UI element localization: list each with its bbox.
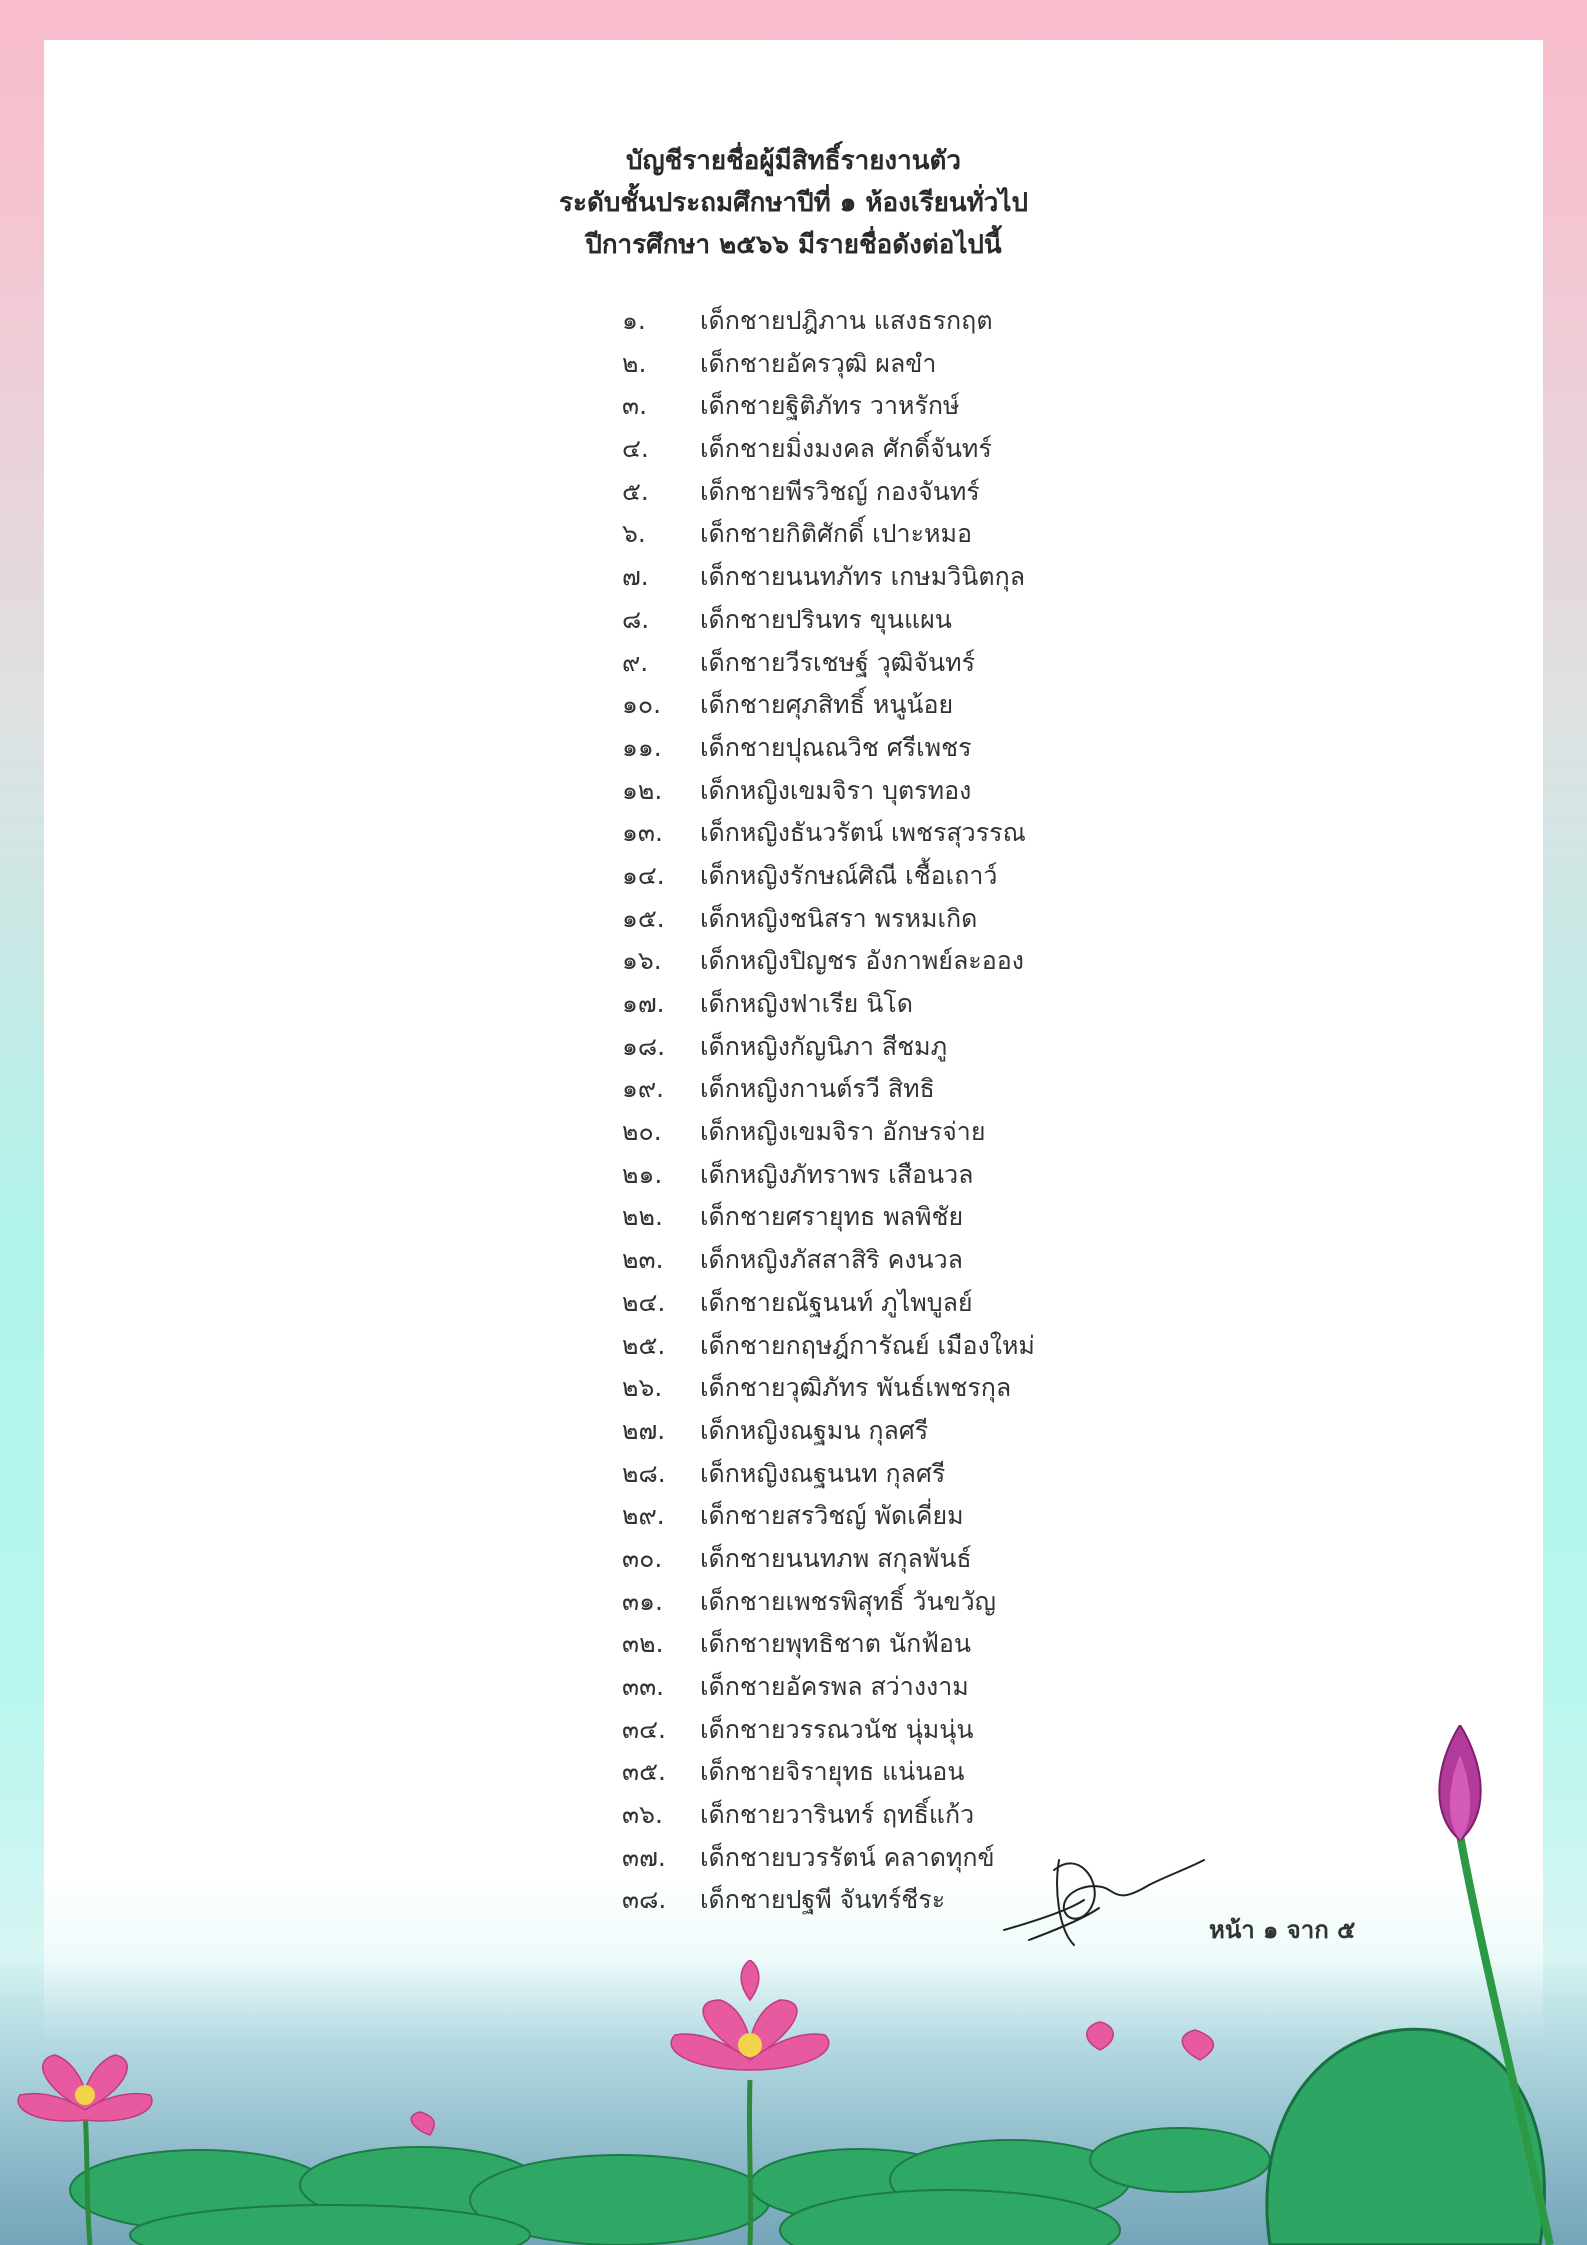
list-item: [622, 1282, 1035, 1325]
list-item-number: ๒๕.: [622, 1330, 666, 1360]
document-title: [44, 140, 1543, 266]
list-item-name: เด็กชายวารินทร์ ฤทธิ์แก้ว: [700, 1800, 975, 1830]
list-item-number: ๑๗.: [622, 989, 665, 1018]
list-item-name: เด็กชายปฐพี จันทร์ชีระ: [700, 1885, 946, 1915]
title-line-1: บัญชีรายชื่อผู้มีสิทธิ์รายงานตัว: [626, 146, 961, 176]
list-item-name: เด็กหญิงฟาเรีย นิโด: [700, 989, 913, 1018]
list-item: [622, 385, 1035, 428]
list-item: [622, 983, 1035, 1026]
list-item-name: เด็กหญิงภัสสาสิริ คงนวล: [700, 1245, 963, 1275]
list-item: [622, 1026, 1035, 1069]
list-item-name: เด็กชายพุทธิชาต นักฟ้อน: [700, 1629, 972, 1659]
list-item-name: เด็กชายศุภสิทธิ์ หนูน้อย: [700, 690, 954, 720]
list-item-number: ๓๒.: [622, 1629, 664, 1659]
list-item-number: ๑๐.: [622, 690, 662, 720]
list-item-number: ๒๗.: [622, 1415, 666, 1445]
list-item-number: ๖.: [622, 519, 646, 549]
list-item-name: เด็กชายสรวิชญ์ พัดเคี่ยม: [700, 1501, 964, 1531]
list-item-name: เด็กชายกิติศักดิ์ เปาะหมอ: [700, 519, 972, 549]
list-item: [622, 642, 1035, 685]
list-item-number: ๓๑.: [622, 1586, 663, 1616]
list-item-number: ๑๑.: [622, 732, 662, 762]
signature-icon: [999, 1830, 1209, 1950]
list-item-name: เด็กชายมิ่งมงคล ศักดิ์จันทร์: [700, 434, 992, 464]
document-page: [44, 40, 1543, 2245]
list-item-name: เด็กชายอัครพล สว่างงาม: [700, 1672, 969, 1701]
list-item-name: เด็กหญิงณฐมน กุลศรี: [700, 1415, 929, 1445]
list-item-name: เด็กหญิงปิญชร อังกาพย์ละออง: [700, 946, 1024, 976]
list-item-name: เด็กชายอัครวุฒิ ผลขำ: [700, 348, 937, 378]
list-item-number: ๕.: [622, 476, 649, 506]
list-item-name: เด็กชายเพชรพิสุทธิ์ วันขวัญ: [700, 1586, 996, 1616]
list-item-name: เด็กชายณัฐนนท์ ภูไพบูลย์: [700, 1287, 973, 1317]
list-item-number: ๓๖.: [622, 1800, 663, 1830]
list-item-name: เด็กหญิงธันวรัตน์ เพชรสุวรรณ: [700, 818, 1026, 848]
list-item-name: เด็กชายปุณณวิช ศรีเพชร: [700, 732, 972, 762]
list-item-number: ๔.: [622, 434, 649, 464]
list-item: [622, 1879, 1035, 1922]
list-item: [622, 1410, 1035, 1453]
list-item: [622, 343, 1035, 386]
list-item-name: เด็กชายปฎิภาน แสงธรกฤต: [700, 306, 993, 335]
list-item-number: ๑๔.: [622, 860, 665, 890]
list-item: [622, 471, 1035, 514]
list-item-number: ๓.: [622, 391, 648, 421]
list-item: [622, 684, 1035, 727]
list-item-name: เด็กหญิงณฐนนท กุลศรี: [700, 1458, 946, 1488]
lotus-bud-icon: [1420, 1725, 1560, 2245]
list-item-number: ๓๕.: [622, 1757, 666, 1787]
list-item-number: ๑๘.: [622, 1031, 666, 1061]
list-item-number: ๒.: [622, 348, 647, 378]
list-item: [622, 770, 1035, 813]
list-item-number: ๓๗.: [622, 1842, 666, 1872]
page-number: หน้า ๑ จาก ๕: [1209, 1916, 1356, 1944]
list-item-name: เด็กหญิงเขมจิรา อักษรจ่าย: [700, 1117, 986, 1147]
list-item-number: ๑๒.: [622, 775, 663, 805]
list-item: [622, 1239, 1035, 1282]
list-item: [622, 1367, 1035, 1410]
list-item: [622, 1837, 1035, 1880]
list-item-name: เด็กชายนนทภพ สกุลพันธ์: [700, 1543, 972, 1573]
list-item: [622, 812, 1035, 855]
list-item: [622, 1154, 1035, 1197]
list-item-number: ๑๖.: [622, 946, 662, 976]
list-item-number: ๑๕.: [622, 903, 665, 933]
list-item-name: เด็กชายวีรเชษฐ์ วุฒิจันทร์: [700, 647, 976, 677]
list-item-name: เด็กหญิงเขมจิรา บุตรทอง: [700, 775, 972, 805]
list-item: [622, 727, 1035, 770]
list-item: [622, 1666, 1035, 1709]
list-item: [622, 300, 1035, 343]
list-item-name: เด็กชายปรินทร ขุนแผน: [700, 604, 952, 634]
list-item-number: ๒๓.: [622, 1245, 664, 1275]
list-item: [622, 1111, 1035, 1154]
list-item-name: เด็กชายวรรณวนัช นุ่มนุ่น: [700, 1714, 974, 1744]
list-item: [622, 1068, 1035, 1111]
title-line-3: ปีการศึกษา ๒๕๖๖ มีรายชื่อดังต่อไปนี้: [585, 230, 1002, 260]
list-item-number: ๒๙.: [622, 1501, 665, 1531]
list-item: [622, 1196, 1035, 1239]
list-item-name: เด็กชายฐิติภัทร วาหรักษ์: [700, 391, 960, 421]
list-item: [622, 1453, 1035, 1496]
list-item: [622, 1495, 1035, 1538]
list-item-number: ๗.: [622, 562, 649, 592]
list-item: [622, 556, 1035, 599]
list-item-number: ๒๔.: [622, 1287, 666, 1317]
list-item-name: เด็กหญิงชนิสรา พรหมเกิด: [700, 903, 978, 933]
list-item-number: ๒๒.: [622, 1202, 663, 1232]
list-item: [622, 1581, 1035, 1624]
list-item-number: ๑.: [622, 306, 646, 335]
list-item-number: ๒๖.: [622, 1373, 663, 1403]
list-item-name: เด็กชายนนทภัทร เกษมวินิตกุล: [700, 562, 1026, 592]
list-item-number: ๓๓.: [622, 1672, 665, 1701]
list-item: [622, 1623, 1035, 1666]
list-item: [622, 1709, 1035, 1752]
list-item: [622, 1751, 1035, 1794]
list-item-name: เด็กหญิงกานต์รวี สิทธิ: [700, 1074, 935, 1104]
lotus-decoration-icon: [0, 1960, 1587, 2245]
list-item: [622, 1325, 1035, 1368]
list-item-name: เด็กชายจิรายุทธ แน่นอน: [700, 1757, 965, 1787]
list-item-number: ๑๙.: [622, 1074, 665, 1104]
list-item-name: เด็กชายพีรวิชญ์ กองจันทร์: [700, 476, 980, 506]
list-item: [622, 940, 1035, 983]
list-item: [622, 599, 1035, 642]
list-item-name: เด็กหญิงภัทราพร เสือนวล: [700, 1159, 974, 1189]
list-item-number: ๓๔.: [622, 1714, 666, 1744]
list-item-number: ๒๐.: [622, 1117, 662, 1147]
list-item-name: เด็กชายบวรรัตน์ คลาดทุกข์: [700, 1842, 995, 1872]
list-item: [622, 1794, 1035, 1837]
list-item-name: เด็กชายวุฒิภัทร พันธ์เพชรกุล: [700, 1373, 1012, 1403]
list-item-number: ๑๓.: [622, 818, 663, 848]
student-list: [622, 300, 1035, 1922]
list-item: [622, 898, 1035, 941]
list-item: [622, 428, 1035, 471]
list-item-number: ๓๘.: [622, 1885, 667, 1915]
list-item-number: ๒๘.: [622, 1458, 666, 1488]
list-item-number: ๙.: [622, 647, 649, 677]
list-item-name: เด็กหญิงรักษณ์ศิณี เชื้อเถาว์: [700, 860, 998, 890]
list-item-name: เด็กหญิงกัญนิภา สีชมภู: [700, 1031, 948, 1061]
list-item-name: เด็กชายศรายุทธ พลพิชัย: [700, 1202, 964, 1232]
list-item: [622, 855, 1035, 898]
list-item-number: ๘.: [622, 604, 650, 634]
list-item: [622, 513, 1035, 556]
list-item-number: ๒๑.: [622, 1159, 663, 1189]
list-item-name: เด็กชายกฤษฎ์การัณย์ เมืองใหม่: [700, 1330, 1035, 1360]
title-line-2: ระดับชั้นประถมศึกษาปีที่ ๑ ห้องเรียนทั่วไป: [559, 188, 1028, 218]
list-item-number: ๓๐.: [622, 1543, 663, 1573]
list-item: [622, 1538, 1035, 1581]
